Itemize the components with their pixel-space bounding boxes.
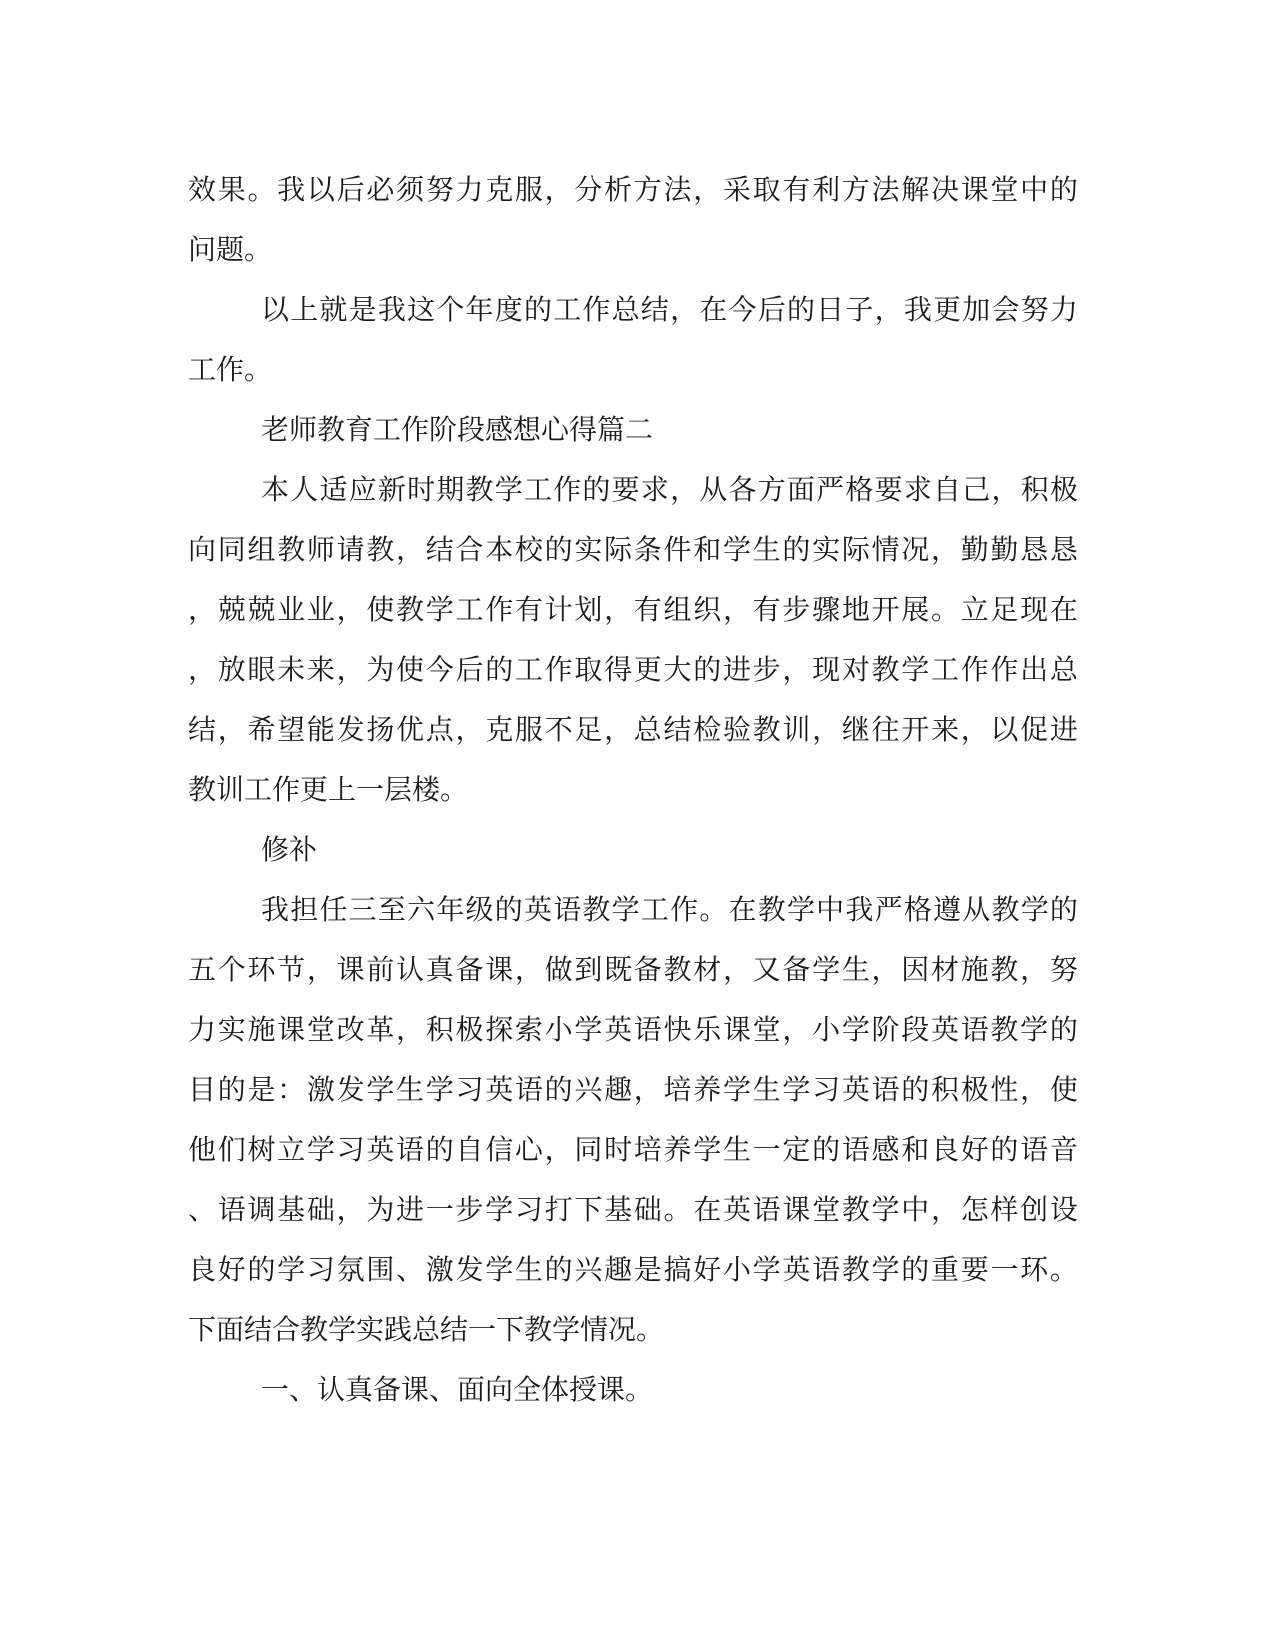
text-line: 他 们 树 立 学 习 英 语 的 自 信 心 ， 同 时 培 养 学 生 一 定 的 语 感 和 良 好 的 语 音 [188, 1133, 1078, 1166]
document-body [188, 160, 1078, 1420]
text-line: 五 个 环 节 ， 课 前 认 真 备 课 ， 做 到 既 备 教 材 ， 又 备 学 生 ， 因 材 施 教 ， 努 [188, 953, 1078, 986]
text-line: ， 放 眼 未 来 ， 为 使 今 后 的 工 作 取 得 更 大 的 进 步 ， 现 对 教 学 工 作 作 出 总 [188, 653, 1078, 686]
text-line: 目 的 是 ： 激 发 学 生 学 习 英 语 的 兴 趣 ， 培 养 学 生 学 习 英 语 的 积 极 性 ， 使 [188, 1073, 1078, 1106]
text-line: 教训工作更上一层楼。 [188, 773, 469, 806]
text-line: 老师教育工作阶段感想心得篇二 [261, 413, 654, 446]
text-line: 结 ， 希 望 能 发 扬 优 点 ， 克 服 不 足 ， 总 结 检 验 教 训 ， 继 往 开 来 ， 以 促 进 [188, 713, 1078, 746]
text-line: 一、认真备课、面向全体授课。 [261, 1373, 654, 1406]
text-line: 良 好 的 学 习 氛 围 、 激 发 学 生 的 兴 趣 是 搞 好 小 学 英 语 教 学 的 重 要 一 环 。 [188, 1253, 1078, 1286]
text-line: 修补 [261, 833, 318, 866]
text-line: 力 实 施 课 堂 改 革 ， 积 极 探 索 小 学 英 语 快 乐 课 堂 ， 小 学 阶 段 英 语 教 学 的 [188, 1013, 1078, 1046]
text-line: 向 同 组 教 师 请 教 ， 结 合 本 校 的 实 际 条 件 和 学 生 的 实 际 情 况 ， 勤 勤 恳 恳 [188, 533, 1078, 566]
text-line: 以 上 就 是 我 这 个 年 度 的 工 作 总 结 ， 在 今 后 的 日 子 ， 我 更 加 会 努 力 [261, 293, 1078, 326]
text-line: 问题。 [188, 233, 273, 266]
text-line: ， 兢 兢 业 业 ， 使 教 学 工 作 有 计 划 ， 有 组 织 ， 有 步 骤 地 开 展 。 立 足 现 在 [188, 593, 1078, 626]
text-line: 我 担 任 三 至 六 年 级 的 英 语 教 学 工 作 。 在 教 学 中 我 严 格 遵 从 教 学 的 [261, 893, 1078, 926]
text-line: 效 果 。 我 以 后 必 须 努 力 克 服 ， 分 析 方 法 ， 采 取 有 利 方 法 解 决 课 堂 中 的 [188, 173, 1078, 206]
text-line: 下面结合教学实践总结一下教学情况。 [188, 1313, 665, 1346]
text-line: 、 语 调 基 础 ， 为 进 一 步 学 习 打 下 基 础 。 在 英 语 课 堂 教 学 中 ， 怎 样 创 设 [188, 1193, 1078, 1226]
text-line: 本 人 适 应 新 时 期 教 学 工 作 的 要 求 ， 从 各 方 面 严 格 要 求 自 己 ， 积 极 [261, 473, 1078, 506]
text-line: 工作。 [188, 353, 273, 386]
